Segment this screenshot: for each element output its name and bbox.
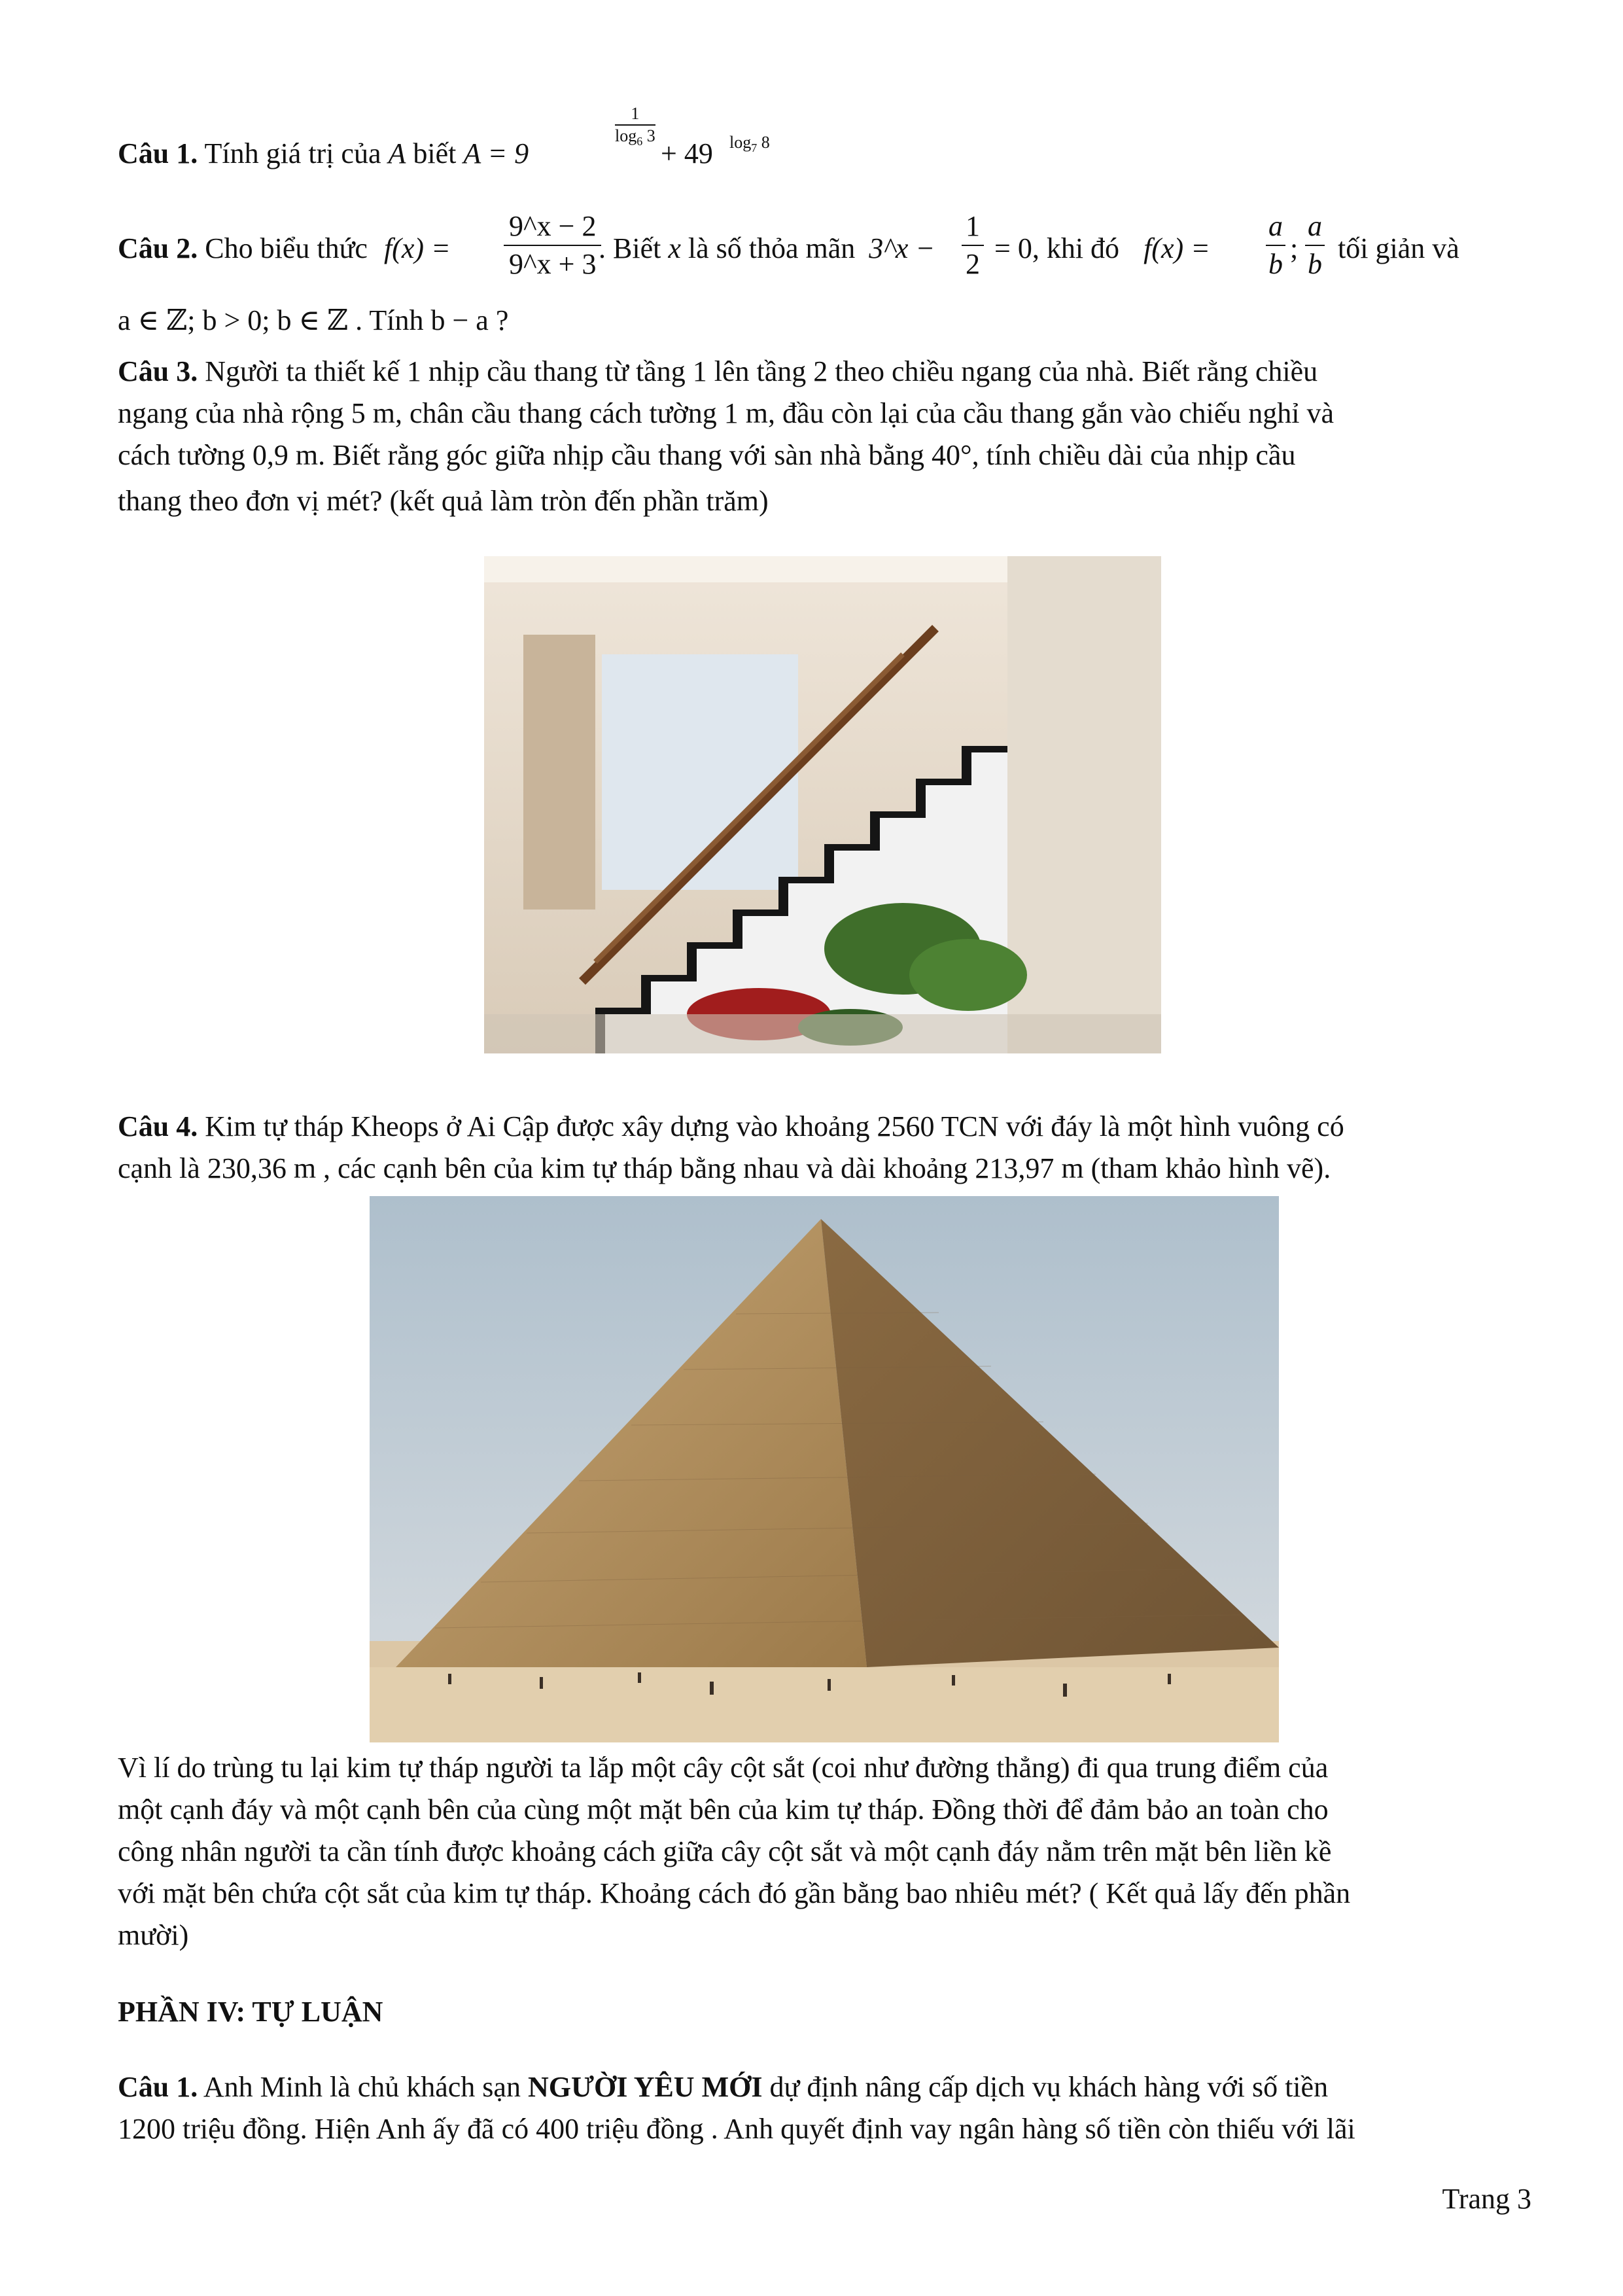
q1-exp-den: $\log_6 3$ — [615, 126, 655, 149]
question-2: Câu 2. Cho biểu thức f(x) = — [118, 232, 451, 264]
q1-expr-lhs: A = 9 — [463, 137, 529, 169]
q2-text-mid: . Biết x là số thỏa mãn 3^x − — [599, 232, 935, 264]
q3-label: Câu 3. — [118, 355, 198, 387]
q2-line2: a ∈ ℤ; b > 0; b ∈ ℤ . Tính b − a ? — [118, 304, 509, 336]
page-number: Trang 3 — [1442, 2183, 1531, 2215]
q1-exp2: $\log_7 8$ — [729, 133, 770, 155]
q2-half: 1 2 — [962, 208, 984, 283]
q4-label: Câu 4. — [118, 1110, 198, 1142]
q1-exponent — [615, 103, 655, 152]
q2-text-end: = 0, khi đó f(x) = — [994, 232, 1210, 264]
q1-plus-term: + 49 — [661, 137, 713, 169]
question-4: Câu 4. Kim tự tháp Kheops ở Ai Cập được xây dựng vào khoảng 2560 TCN với đáy là một hình vuông có cạnh là 230,36 m , các cạnh bên của kim tự tháp bằng nhau và dài khoảng 213,97 m (tham khảo hình vẽ). — [118, 1110, 1344, 1184]
q1-var: A — [388, 137, 406, 169]
q1-exp-num: 1 — [615, 103, 655, 126]
q2-label: Câu 2. — [118, 232, 198, 264]
part-4-heading: PHẦN IV: TỰ LUẬN — [118, 1996, 383, 2028]
p4-q1-label: Câu 1. — [118, 2071, 198, 2103]
q1-text: Tính giá trị của — [204, 137, 381, 169]
q2-ab2: a b — [1305, 208, 1325, 283]
pyramid-photo — [370, 1196, 1279, 1742]
staircase-photo — [484, 556, 1161, 1053]
part-4-question-1: Câu 1. Anh Minh là chủ khách sạn NGƯỜI YÊU MỚI dự định nâng cấp dịch vụ khách hàng với số tiền 1200 triệu đồng. Hiện Anh ấy đã có 400 triệu đồng . Anh quyết định vay ngân hàng số tiền còn thiếu với lãi — [118, 2071, 1355, 2145]
q1-label: Câu 1. — [118, 137, 198, 169]
question-1 — [118, 134, 529, 173]
q2-text5: tối giản và — [1338, 232, 1459, 264]
q2-ab1: a b — [1266, 208, 1285, 283]
q1-text2: biết — [413, 137, 457, 169]
question-4-continuation: Vì lí do trùng tu lại kim tự tháp người ta lắp một cây cột sắt (coi như đường thẳng) đi qua trung điểm của một cạnh đáy và một cạnh bên của cùng một mặt bên của kim tự tháp. Đồng thời để đảm bảo an toàn cho công nhân người ta cần tính được khoảng cách giữa cây cột sắt và một cạnh đáy nằm trên mặt bên liền kề với mặt bên chứa cột sắt của kim tự tháp. Khoảng cách đó gần bằng bao nhiêu mét? ( Kết quả lấy đến phần mười) — [118, 1752, 1351, 1951]
q2-semicolon: ; — [1290, 232, 1299, 264]
q2-fraction: 9^x − 2 9^x + 3 — [504, 208, 601, 283]
question-3: Câu 3. Người ta thiết kế 1 nhịp cầu thang từ tầng 1 lên tầng 2 theo chiều ngang của nhà. Biết rằng chiều ngang của nhà rộng 5 m, chân cầu thang cách tường 1 m, đầu còn lại của cầu thang gắn vào chiếu nghỉ và cách tường 0,9 m. Biết rằng góc giữa nhịp cầu thang với sàn nhà bằng 40°, tính chiều dài của nhịp cầu thang theo đơn vị mét? (kết quả làm tròn đến phần trăm) — [118, 355, 1335, 517]
hotel-name: NGƯỜI YÊU MỚI — [527, 2071, 763, 2103]
